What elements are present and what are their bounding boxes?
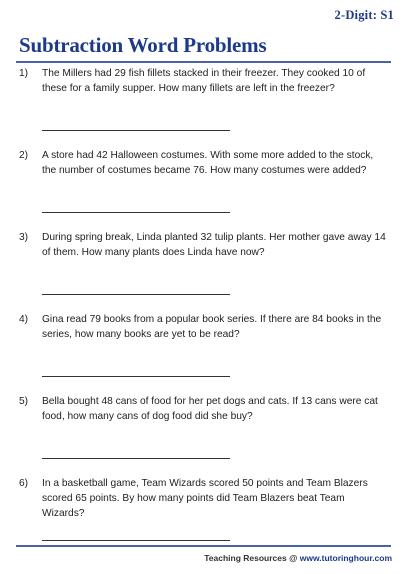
answer-line xyxy=(42,294,230,295)
problem-item xyxy=(0,148,405,230)
problem-item xyxy=(0,230,405,312)
footer-divider xyxy=(16,545,391,547)
header-divider xyxy=(16,61,391,63)
problem-item xyxy=(0,394,405,476)
problem-number: 3) xyxy=(19,232,29,243)
problem-number: 6) xyxy=(19,478,29,489)
footer-label: Teaching Resources @ xyxy=(204,553,298,563)
footer-url-link[interactable]: www.tutoringhour.com xyxy=(299,553,392,563)
problem-number: 1) xyxy=(19,68,29,79)
page-title: Subtraction Word Problems xyxy=(19,33,267,57)
answer-line xyxy=(42,376,230,377)
problem-text: In a basketball game, Team Wizards scored 50 points and Team Blazers scored 65 points. By how many points did Team Blazers beat Team Wizards? xyxy=(42,478,368,519)
problem-number: 5) xyxy=(19,396,29,407)
problem-text: A store had 42 Halloween costumes. With some more added to the stock, the number of costumes became 76. How many costumes were added? xyxy=(42,150,374,176)
worksheet-code: 2-Digit: S1 xyxy=(334,8,394,22)
problem-number: 4) xyxy=(19,314,29,325)
problem-item xyxy=(0,312,405,394)
problem-text: During spring break, Linda planted 32 tulip plants. Her mother gave away 14 of them. How many plants does Linda have now? xyxy=(42,232,386,258)
answer-line xyxy=(42,458,230,459)
problem-item xyxy=(0,66,405,148)
problem-text: Gina read 79 books from a popular book series. If there are 84 books in the series, how many books are yet to be read? xyxy=(42,314,382,340)
answer-line xyxy=(42,130,230,131)
answer-line xyxy=(42,212,230,213)
problem-text: The Millers had 29 fish fillets stacked in their freezer. They cooked 10 of these for a family supper. How many fillets are left in the freezer? xyxy=(42,68,366,94)
footer xyxy=(204,553,392,563)
problem-text: Bella bought 48 cans of food for her pet dogs and cats. If 13 cans were cat food, how many cans of dog food did she buy? xyxy=(42,396,378,422)
problem-number: 2) xyxy=(19,150,29,161)
answer-line xyxy=(42,540,230,541)
